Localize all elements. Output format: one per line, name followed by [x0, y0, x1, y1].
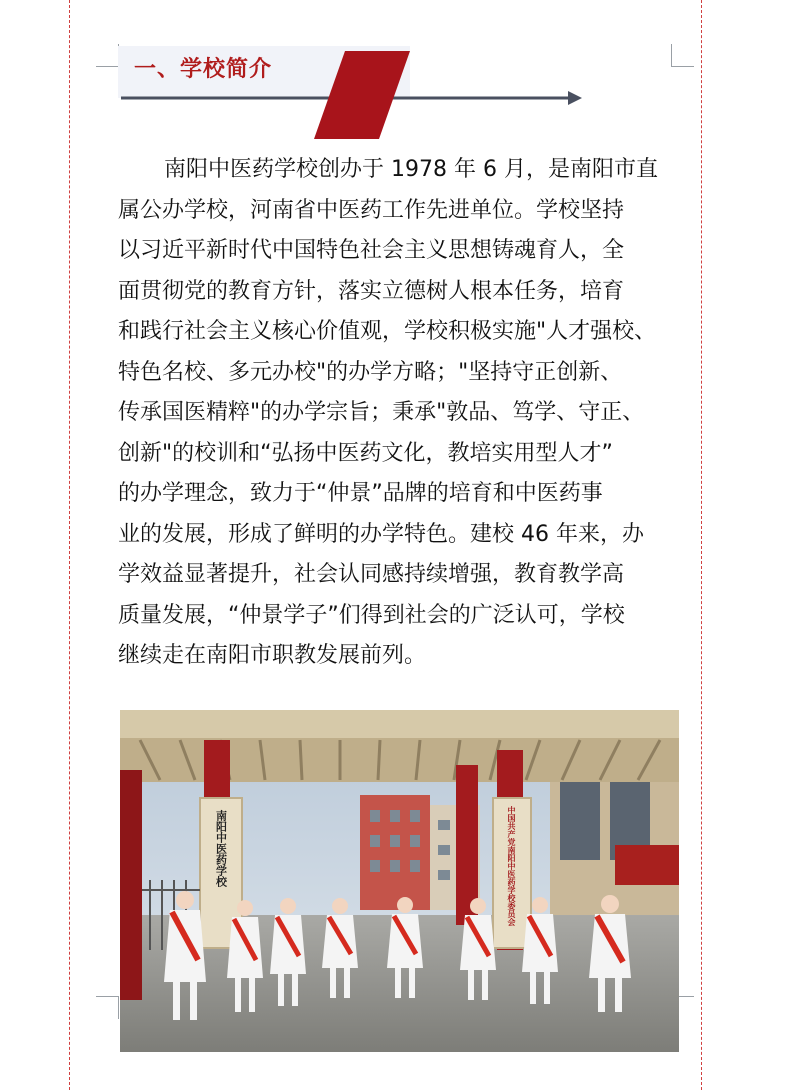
paragraph-line: 传承国医精粹"的办学宗旨；秉承"敦品、笃学、守正、: [118, 400, 645, 425]
arrow-head-icon: [568, 91, 582, 105]
gate-right-sign-text: 中国共产党南阳中医药学校委员会: [507, 806, 517, 926]
paragraph-line: 南阳中医药学校创办于 1978 年 6 月，是南阳市直: [164, 157, 658, 182]
gate-canopy: [120, 710, 679, 738]
right-building-trim: [615, 845, 679, 885]
left-dashed-border: [69, 0, 70, 1090]
building-window: [560, 780, 600, 860]
school-gate-photo: [120, 710, 679, 1052]
crop-mark-top-right: [671, 44, 694, 67]
paragraph-line: 学效益显著提升，社会认同感持续增强，教育教学高: [118, 562, 625, 587]
section-title: 一、学校简介: [134, 57, 273, 82]
paragraph-line: 和践行社会主义核心价值观，学校积极实施"人才强校、: [118, 319, 657, 344]
gate-left-sign-text: 南阳中医药学校: [214, 810, 228, 887]
crop-mark-top-left: [96, 44, 119, 67]
paragraph-line: 的办学理念，致力于“仲景”品牌的培育和中医药事: [118, 481, 603, 506]
gate-canopy-underside: [120, 738, 679, 782]
paragraph-line: 特色名校、多元办校"的办学方略；"坚持守正创新、: [118, 359, 623, 385]
paragraph-line: 属公办学校，河南省中医药工作先进单位。学校坚持: [118, 197, 625, 223]
gate-pillar: [120, 770, 142, 1000]
paragraph-line: 业的发展，形成了鲜明的办学特色。建校 46 年来，办: [118, 521, 644, 547]
intro-paragraph: [118, 150, 684, 677]
paragraph-line: 以习近平新时代中国特色社会主义思想铸魂育人，全: [118, 238, 625, 263]
paragraph-line: 继续走在南阳市职教发展前列。: [118, 643, 427, 668]
paragraph-line: 面贯彻党的教育方针，落实立德树人根本任务，培育: [118, 278, 625, 304]
paragraph-line: 质量发展，“仲景学子”们得到社会的广泛认可，学校: [118, 602, 625, 628]
crop-mark-bottom-left: [96, 996, 119, 1019]
paragraph-line: 创新"的校训和“弘扬中医药文化，教培实用型人才”: [118, 440, 613, 466]
right-dashed-border: [701, 0, 702, 1090]
